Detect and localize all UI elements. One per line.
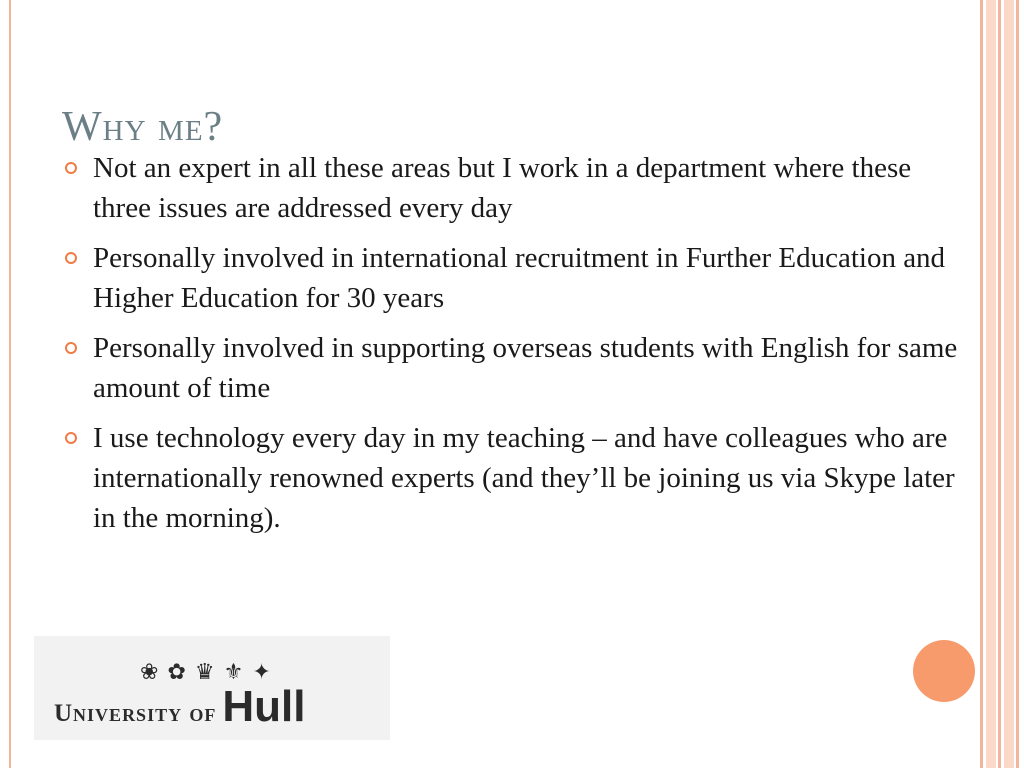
university-logo bbox=[34, 636, 390, 740]
bullet-text: I use technology every day in my teaching – and have colleagues who are internationally renowned experts (and they’ll be joining us via Skype later in the morning). bbox=[93, 422, 955, 534]
flower-icon: ✿ bbox=[167, 660, 186, 685]
bullet-item bbox=[62, 238, 962, 318]
right-stripe bbox=[998, 0, 1001, 768]
bullet-item bbox=[62, 328, 962, 408]
slide-title: Why me? bbox=[62, 104, 224, 150]
fleur-de-lis-icon: ⚜ bbox=[223, 660, 244, 685]
logo-university-text: University of bbox=[54, 700, 217, 727]
bullet-circle-icon bbox=[65, 432, 77, 444]
bird-icon: ✦ bbox=[252, 660, 271, 685]
bullet-text: Personally involved in international recruitment in Further Education and Higher Education for 30 years bbox=[93, 242, 946, 314]
bullet-circle-icon bbox=[65, 252, 77, 264]
bullet-text: Not an expert in all these areas but I work in a department where these three issues are addressed every day bbox=[93, 152, 912, 224]
bullet-item bbox=[62, 418, 962, 538]
crown-icon: ♛ bbox=[194, 660, 215, 685]
right-stripe bbox=[986, 0, 996, 768]
right-stripe bbox=[980, 0, 983, 768]
right-stripe bbox=[1016, 0, 1019, 768]
left-decorative-rule bbox=[9, 0, 11, 768]
right-stripe bbox=[1004, 0, 1014, 768]
rose-icon: ❀ bbox=[140, 660, 159, 685]
bullet-item bbox=[62, 148, 962, 228]
bullet-circle-icon bbox=[65, 162, 77, 174]
accent-circle bbox=[913, 640, 975, 702]
bullet-text: Personally involved in supporting overseas students with English for same amount of time bbox=[93, 332, 958, 404]
bullet-list bbox=[62, 148, 962, 548]
logo-hull-text: Hull bbox=[222, 682, 306, 731]
bullet-circle-icon bbox=[65, 342, 77, 354]
logo-wordmark bbox=[54, 682, 305, 732]
